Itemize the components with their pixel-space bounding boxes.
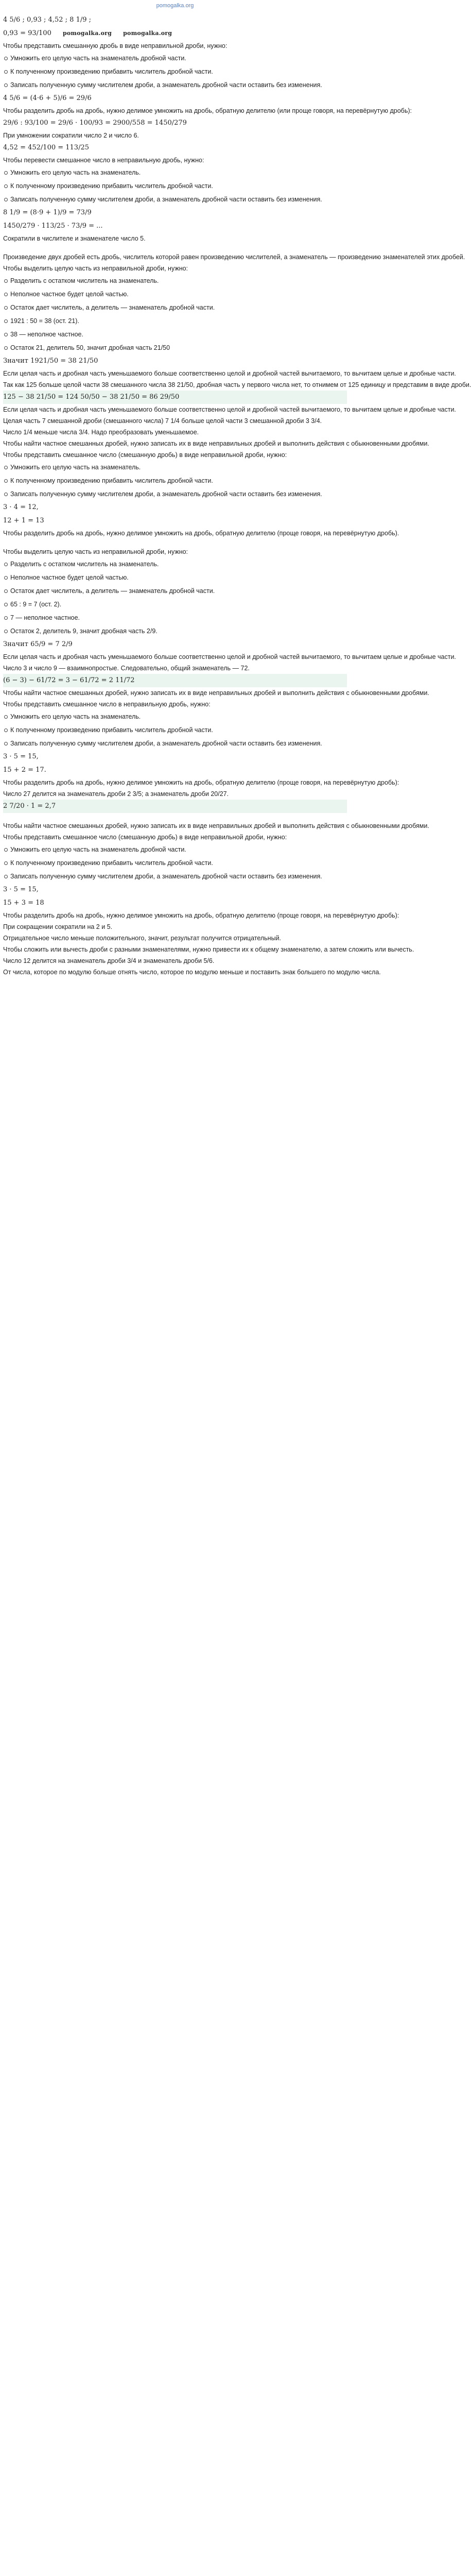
step-item: Записать полученную сумму числителем дроби, а знаменатель дробной части оставить без изменения. [3, 78, 347, 92]
step-item: 1921 : 50 = 38 (ост. 21). [3, 314, 347, 328]
step-item: Остаток 2, делитель 9, значит дробная часть 2/9. [3, 624, 347, 638]
step-item: К полученному произведению прибавить числитель дробной части. [3, 723, 347, 737]
text-line: При сокращении сократили на 2 и 5. [3, 923, 113, 930]
section-4 [3, 820, 429, 978]
step-item: К полученному произведению прибавить числитель дробной части. [3, 474, 347, 487]
text-line: Чтобы разделить дробь на дробь, нужно делимое умножить на дробь, обратную делителю (проще говоря, на перевёрнутую дробь). [3, 530, 399, 537]
step-item: 38 — неполное частное. [3, 328, 347, 341]
text-line: Если целая часть и дробная часть уменьшаемого больше соответственно целой и дробной частей вычитаемого, то вычитаем целые и дробные части. [3, 653, 456, 660]
step-item: Разделить с остатком числитель на знаменатель. [3, 274, 347, 287]
text-line: Число 12 делится на знаменатель дроби 3/4 и знаменатель дроби 5/6. [3, 957, 215, 964]
step-item: Неполное частное будет целой частью. [3, 287, 347, 301]
text-line: Отрицательное число меньше положительного, значит, результат получится отрицательный. [3, 935, 282, 942]
math-line: 0,93 = 93/100 pomogalka.org pomogalka.org [3, 27, 347, 40]
text-line: Чтобы выделить целую часть из неправильной дроби, нужно: [3, 265, 188, 272]
text-line: Чтобы представить смешанное число (смешанную дробь) в виде неправильной дроби, нужно: [3, 834, 287, 841]
section-3 [3, 546, 456, 813]
step-item: К полученному произведению прибавить числитель дробной части. [3, 65, 347, 78]
step-item: Разделить с остатком числитель на знаменатель. [3, 557, 347, 571]
step-item: Умножить его целую часть на знаменатель. [3, 166, 347, 179]
step-item: 65 : 9 = 7 (ост. 2). [3, 598, 347, 611]
math-line: 12 + 1 = 13 [3, 517, 44, 524]
math-line: 8 1/9 = (8·9 + 1)/9 = 73/9 [3, 209, 92, 216]
text-line: Чтобы перевести смешанное число в неправильную дробь, нужно: [3, 157, 204, 164]
text-line: Чтобы представить смешанную дробь в виде неправильной дроби, нужно: [3, 42, 228, 49]
math-line: Значит 1921/50 = 38 21/50 [3, 357, 98, 365]
header-link[interactable]: pomogalka.org [156, 3, 194, 9]
math-line: 15 + 3 = 18 [3, 899, 44, 907]
math-line: 3 · 5 = 15, [3, 886, 39, 893]
step-item: Записать полученную сумму числителем дроби, а знаменатель дробной части оставить без изменения. [3, 193, 347, 206]
text-line: Если целая часть и дробная часть уменьшаемого больше соответственно целой и дробной частей вычитаемого, то вычитаем целые и дробные части. [3, 370, 456, 377]
text-line: Чтобы найти частное смешанных дробей, нужно записать их в виде неправильных дробей и выполнить действия с обыкновенными дробями. [3, 689, 429, 697]
section-1 [3, 13, 412, 244]
step-item: Умножить его целую часть на знаменатель дробной части. [3, 52, 347, 65]
math-line: 4 5/6 = (4·6 + 5)/6 = 29/6 [3, 94, 92, 102]
step-item: Умножить его целую часть на знаменатель. [3, 461, 347, 474]
step-item: Остаток 21, делитель 50, значит дробная часть 21/50 [3, 341, 347, 354]
step-item: Записать полученную сумму числителем дроби, а знаменатель дробной части оставить без изменения. [3, 737, 347, 750]
watermark: pomogalka.org [62, 30, 112, 37]
text-line: Чтобы разделить дробь на дробь, нужно делимое умножить на дробь, обратную делителю (проще говоря, на перевёрнутую дробь): [3, 912, 399, 919]
problem-heading: 4 5/6 ; 0,93 ; 4,52 ; 8 1/9 ; [3, 16, 91, 24]
text-line: Число 3 и число 9 — взаимнопростые. Следовательно, общий знаменатель — 72. [3, 665, 250, 672]
text-line: Так как 125 больше целой части 38 смешанного числа 38 21/50, дробная часть у первого числа нет, то отнимем от 125 единицу и представим в виде дроби. [3, 381, 471, 388]
step-item: Остаток дает числитель, а делитель — знаменатель дробной части. [3, 301, 347, 314]
step-item: Умножить его целую часть на знаменатель. [3, 710, 347, 723]
math-line: 1450/279 · 113/25 · 73/9 = ... [3, 222, 103, 230]
step-item: К полученному произведению прибавить числитель дробной части. [3, 856, 347, 870]
step-item: Остаток дает числитель, а делитель — знаменатель дробной части. [3, 584, 347, 598]
step-item: Записать полученную сумму числителем дроби, а знаменатель дробной части оставить без изменения. [3, 870, 347, 883]
site-header [0, 0, 350, 11]
text-line: Чтобы разделить дробь на дробь, нужно делимое умножить на дробь, обратную делителю (проще говоря, на перевёрнутую дробь): [3, 779, 399, 786]
math-line: 3 · 4 = 12, [3, 503, 39, 511]
text-line: Чтобы представить смешанное число (смешанную дробь) в виде неправильной дроби, нужно: [3, 451, 287, 459]
text-line: При умножении сократили число 2 и число 6. [3, 132, 139, 139]
watermark: pomogalka.org [123, 30, 172, 37]
text-line: Чтобы представить смешанное число в неправильную дробь, нужно: [3, 701, 211, 708]
step-item: Умножить его целую часть на знаменатель дробной части. [3, 843, 347, 856]
math-line: 3 · 5 = 15, [3, 753, 39, 760]
text-line: Чтобы разделить дробь на дробь, нужно делимое умножить на дробь, обратную делителю (или проще говоря, на перевёрнутую дробь): [3, 107, 412, 114]
text-line: Чтобы сложить или вычесть дроби с разными знаменателями, нужно привести их к общему знаменателю, а затем сложить или вычесть. [3, 946, 414, 953]
math-line: Значит 65/9 = 7 2/9 [3, 640, 73, 648]
section-2 [3, 251, 471, 539]
math-line: 15 + 2 = 17. [3, 766, 46, 774]
math-line: 4,52 = 452/100 = 113/25 [3, 144, 90, 151]
text-line: Число 1/4 меньше числа 3/4. Надо преобразовать уменьшаемое. [3, 429, 199, 436]
text-line: Чтобы выделить целую часть из неправильной дроби, нужно: [3, 548, 188, 555]
text-line: Если целая часть и дробная часть уменьшаемого больше соответственно целой и дробной частей вычитаемого, то вычитаем целые и дробные части. [3, 406, 456, 413]
text-line: Число 27 делится на знаменатель дроби 2 3/5; а знаменатель дроби 20/27. [3, 790, 229, 798]
math-line: (6 − 3) − 61/72 = 3 − 61/72 = 2 11/72 [3, 674, 347, 687]
text-line: Чтобы найти частное смешанных дробей, нужно записать их в виде неправильных дробей и выполнить действия с обыкновенными дробями. [3, 822, 429, 829]
math-line: 2 7/20 · 1 = 2,7 [3, 800, 347, 813]
text-line: Сократили в числителе и знаменателе число 5. [3, 235, 146, 242]
math-line: 125 − 38 21/50 = 124 50/50 − 38 21/50 = 86 29/50 [3, 391, 347, 404]
text-line: Произведение двух дробей есть дробь, числитель которой равен произведению числителей, а знаменатель — произведению знаменателей этих дробей. [3, 253, 465, 261]
text-line: Целая часть 7 смешанной дроби (смешанного числа) 7 1/4 больше целой части 3 смешанной дроби 3 3/4. [3, 417, 322, 425]
text-line: Чтобы найти частное смешанных дробей, нужно записать их в виде неправильных дробей и выполнить действия с обыкновенными дробями. [3, 440, 429, 447]
step-item: 7 — неполное частное. [3, 611, 347, 624]
math-line: 29/6 : 93/100 = 29/6 · 100/93 = 2900/558 = 1450/279 [3, 119, 187, 127]
text-line: От числа, которое по модулю больше отнять число, которое по модулю меньше и поставить знак большего по модулю числа. [3, 969, 381, 976]
step-item: Неполное частное будет целой частью. [3, 571, 347, 584]
document [0, 11, 471, 978]
step-item: Записать полученную сумму числителем дроби, а знаменатель дробной части оставить без изменения. [3, 487, 347, 501]
step-item: К полученному произведению прибавить числитель дробной части. [3, 179, 347, 193]
